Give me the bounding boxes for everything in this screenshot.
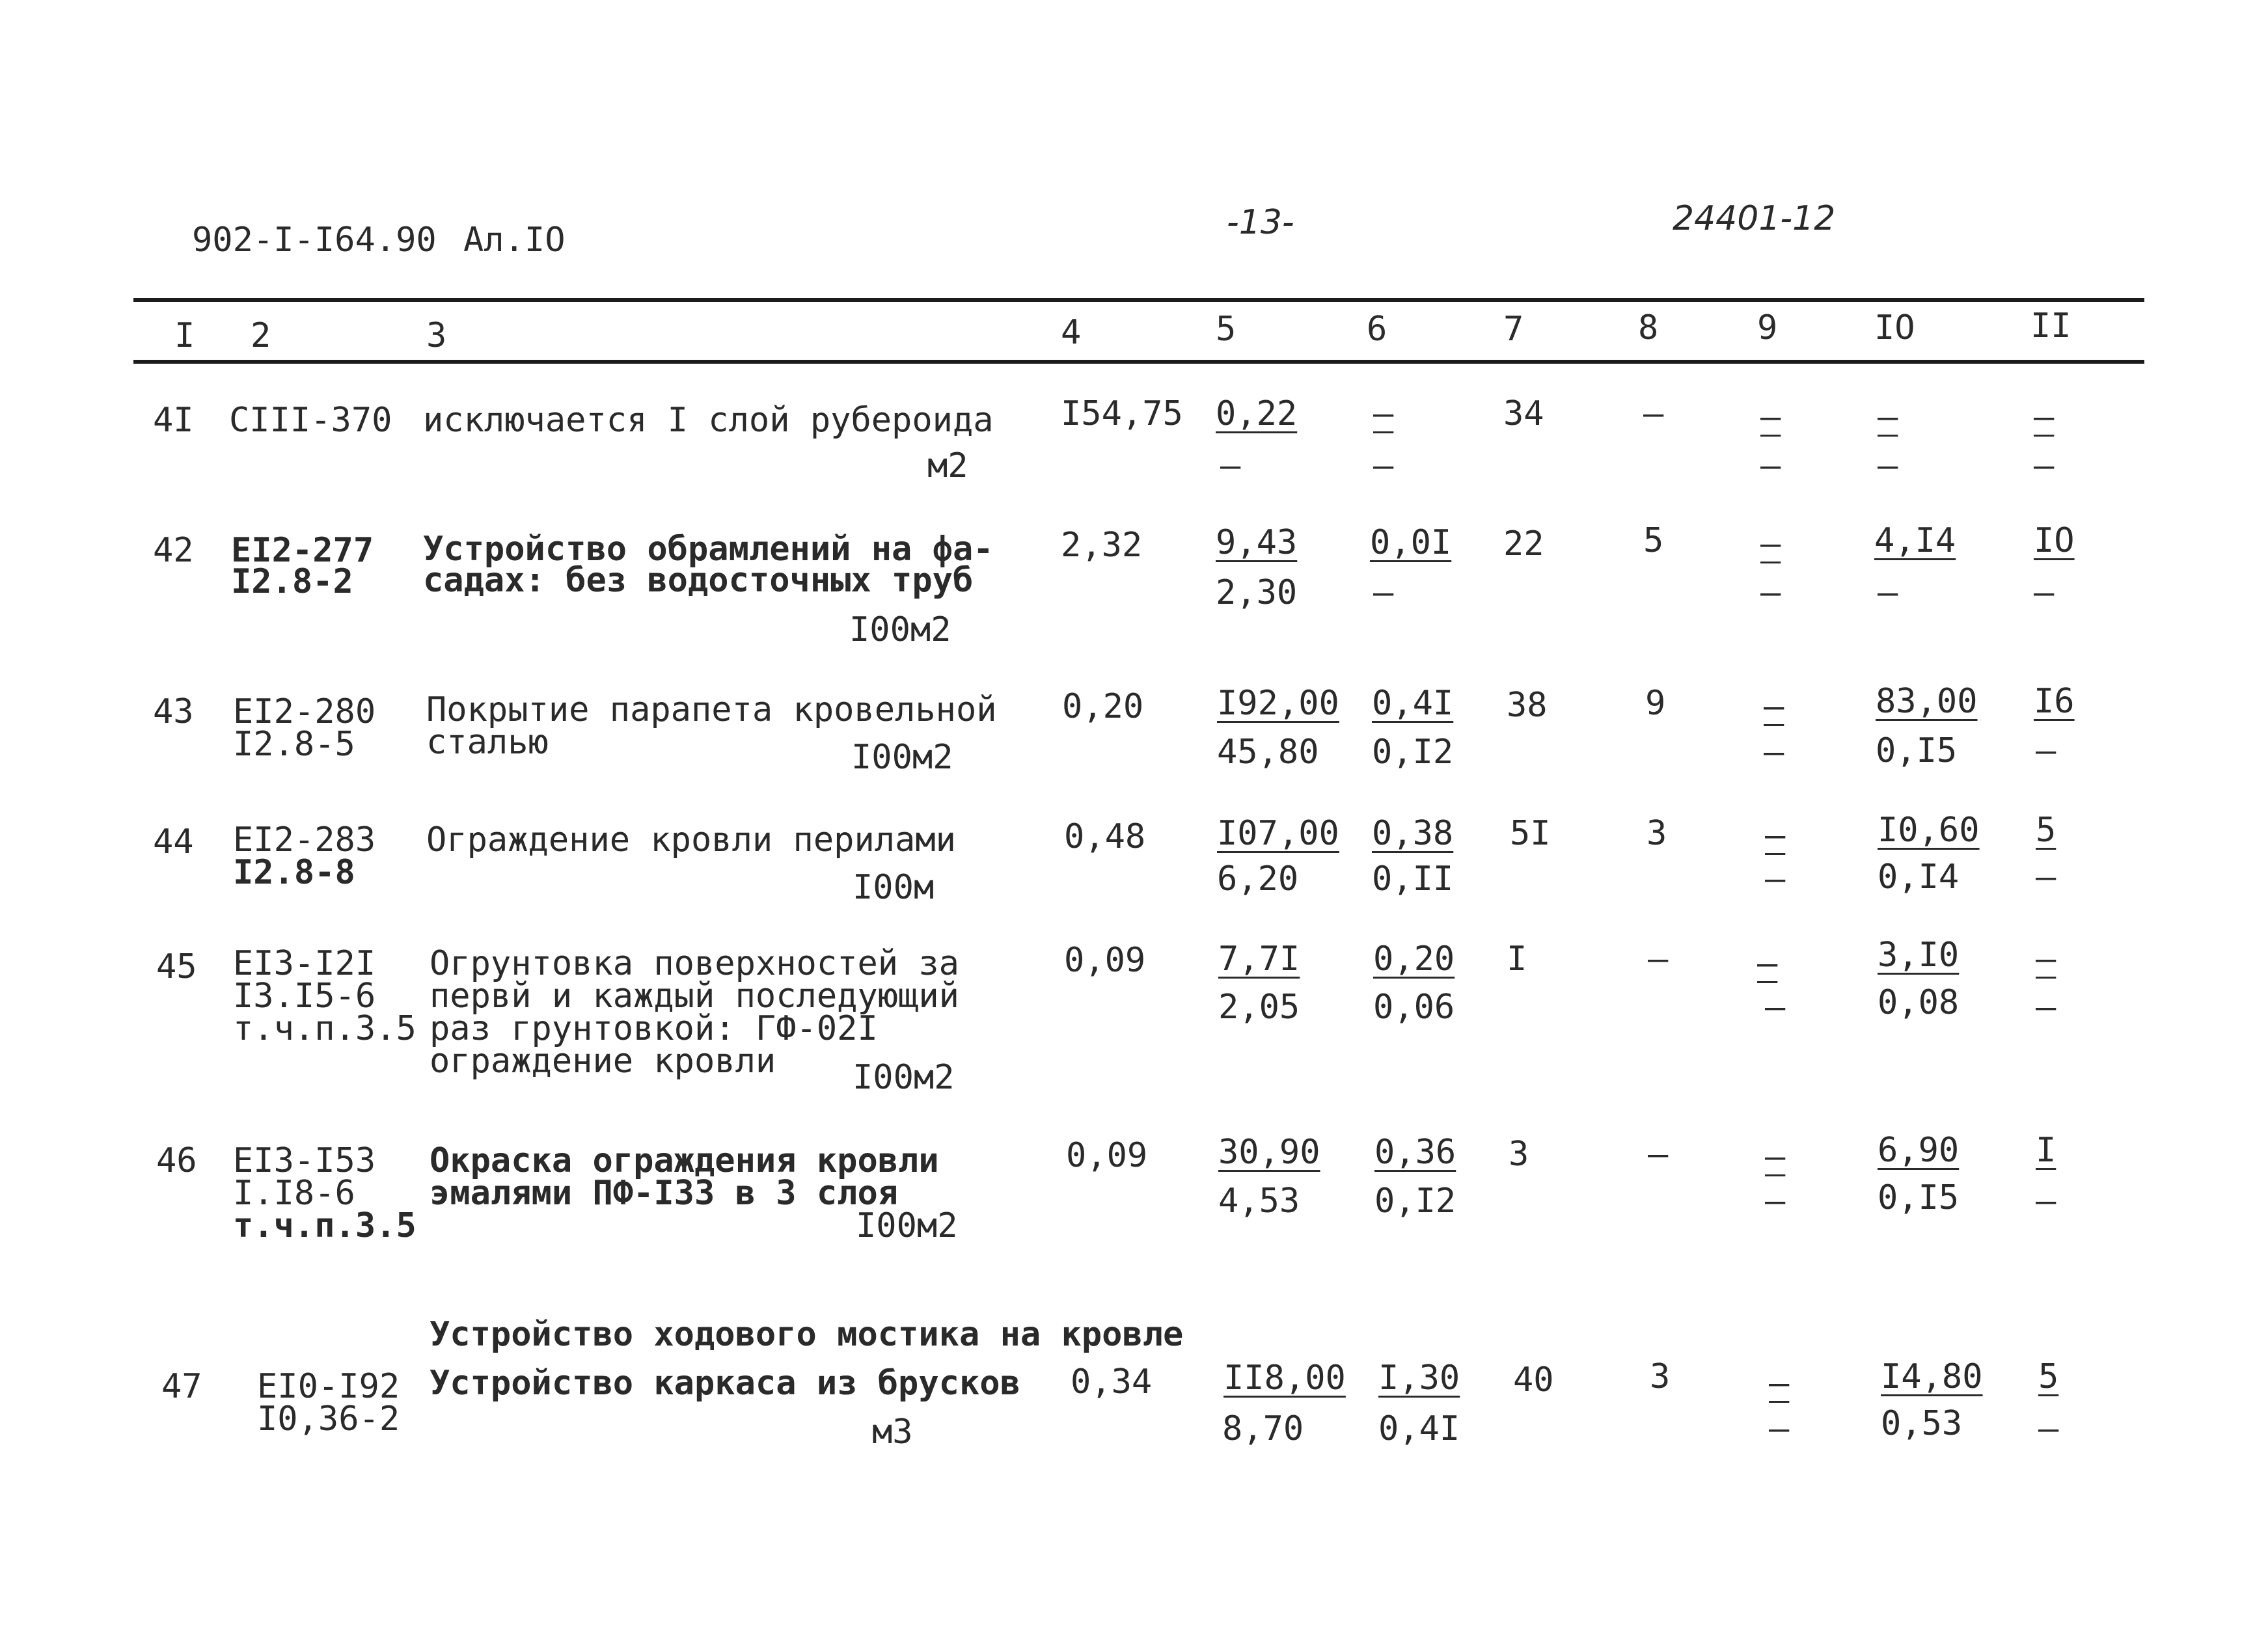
col8: – [1648,1135,1669,1174]
col-header-10: IO [1874,308,1915,347]
col9-top: – [1757,944,1778,983]
work-description: исключается I слой рубероида [423,401,994,440]
quantity: 0,48 [1064,817,1146,856]
col6-top: – [1373,394,1394,433]
norm-code: EI0-I92 [257,1367,400,1406]
col8: 5 [1643,521,1664,560]
quantity: 0,09 [1066,1136,1148,1175]
col10-bottom: 0,08 [1878,983,1960,1022]
col9-bottom: – [1769,1409,1790,1448]
table-header-rule [133,360,2144,364]
col11-top: – [2034,398,2055,437]
work-description: Ограждение кровли перилами [426,820,956,860]
unit: I00м2 [849,610,951,649]
row-number: 45 [156,947,197,986]
row-number: 44 [153,822,194,861]
col9-bottom: – [1765,1182,1786,1221]
unit: I00м [853,868,935,907]
norm-code: EI2-280 [233,692,376,731]
quantity: 0,09 [1064,941,1146,980]
col9-bottom: – [1764,733,1784,772]
col9-bottom: – [1760,573,1781,612]
col7: 38 [1507,686,1548,725]
norm-code-line2: I2.8-2 [231,562,353,601]
work-description: Огрунтовка поверхностей за [430,944,959,983]
work-description: Окраска ограждения кровли [430,1141,939,1180]
col11-bottom: – [2034,446,2055,485]
col5-bottom: – [1220,446,1241,485]
col9-top: – [1765,816,1786,855]
norm-code: EI2-283 [233,820,376,860]
norm-code-line3: т.ч.п.3.5 [233,1206,417,1245]
col6-bottom: – [1373,446,1394,485]
col10-bottom: 0,I5 [1876,731,1958,770]
col11-bottom: – [2036,988,2056,1027]
work-description-line4: ограждение кровли [430,1042,776,1081]
col-header-6: 6 [1367,310,1387,349]
row-number: 43 [153,692,194,731]
norm-code-line2: I2.8-5 [233,725,355,764]
col6-top: 0,4I [1372,684,1454,723]
table-top-rule [133,298,2144,302]
col-header-2: 2 [251,316,271,355]
col11-top: I6 [2034,682,2075,721]
col6-top: 0,20 [1373,940,1455,979]
col10-top: I4,80 [1881,1357,1983,1396]
col5-top: 9,43 [1216,523,1298,562]
work-description-line2: сталью [426,723,549,762]
col9-top: – [1760,524,1781,563]
col-header-9: 9 [1757,308,1778,347]
col10-top: – [1878,398,1898,437]
col9-top: – [1769,1364,1790,1403]
col8: – [1648,940,1669,979]
col5-top: II8,00 [1223,1359,1346,1398]
col7: 22 [1503,524,1544,563]
col-header-8: 8 [1638,308,1659,347]
col-header-7: 7 [1503,310,1524,349]
col6-top: 0,38 [1372,814,1454,853]
page-number: -13- [1227,203,1294,242]
col10-bottom: – [1878,446,1898,485]
work-description-line2: эмалями ПФ-I33 в 3 слоя [430,1174,899,1213]
norm-code-line2: I3.I5-6 [233,977,376,1016]
col6-bottom: 0,I2 [1374,1182,1456,1221]
col11-bottom: – [2036,858,2056,897]
col11-top: 5 [2036,811,2056,850]
col5-bottom: 2,05 [1218,988,1300,1027]
col5-top: 7,7I [1218,940,1300,979]
col9-bottom: – [1765,860,1786,899]
col-header-1: I [174,316,195,355]
col11-top: I [2036,1131,2056,1170]
unit: м2 [927,446,968,485]
norm-code-line3: т.ч.п.3.5 [233,1009,417,1048]
row-number: 47 [161,1367,202,1406]
work-description: Устройство каркаса из брусков [430,1364,1020,1403]
col11-bottom: – [2038,1409,2059,1448]
col11-bottom: – [2034,573,2055,612]
col6-bottom: 0,4I [1378,1409,1460,1448]
col7: 5I [1510,814,1551,853]
norm-code: EI2-277 [231,531,374,570]
norm-code-line2: I2.8-8 [233,853,355,892]
col-header-5: 5 [1216,310,1236,349]
unit: I00м2 [856,1206,958,1245]
col8: 9 [1645,684,1666,723]
unit: м3 [872,1413,913,1452]
col11-bottom: – [2036,1182,2056,1221]
quantity: I54,75 [1061,394,1183,433]
col-header-3: 3 [426,316,447,355]
quantity: 2,32 [1061,526,1143,565]
work-description-line2: первй и каждый последующий [430,977,959,1016]
col5-top: 30,90 [1218,1133,1320,1172]
col8: 3 [1650,1357,1671,1396]
col5-top: 0,22 [1216,394,1298,433]
norm-code: CIII-370 [229,401,392,440]
col6-top: 0,0I [1370,523,1452,562]
col5-bottom: 6,20 [1217,860,1299,899]
col6-bottom: 0,06 [1373,988,1455,1027]
col5-bottom: 4,53 [1218,1182,1300,1221]
col10-top: 4,I4 [1874,521,1956,560]
col6-top: I,30 [1378,1359,1460,1398]
work-description: Покрытие парапета кровельной [426,690,997,729]
doc-code: 902-I-I64.90 [192,221,437,260]
col6-bottom: – [1373,573,1394,612]
col8: 3 [1646,814,1667,853]
norm-code-line2: I.I8-6 [233,1174,355,1213]
quantity: 0,34 [1071,1362,1153,1401]
inventory-number: 24401-12 [1673,199,1836,238]
col8: – [1643,394,1664,433]
col11-top: – [2036,940,2056,979]
norm-code: EI3-I2I [233,944,376,983]
section-title: Устройство ходового мостика на кровле [430,1315,1184,1354]
col10-bottom: – [1878,573,1898,612]
col10-top: 6,90 [1878,1131,1960,1170]
work-description: Устройство обрамлений на фа- [423,530,994,569]
col10-bottom: 0,53 [1881,1404,1963,1443]
norm-code: EI3-I53 [233,1141,376,1180]
col11-bottom: – [2036,731,2056,770]
col10-top: 83,00 [1876,682,1978,721]
col9-bottom: – [1765,988,1786,1027]
col5-bottom: 2,30 [1216,573,1298,612]
col10-top: I0,60 [1878,811,1980,850]
quantity: 0,20 [1062,687,1144,726]
col6-top: 0,36 [1374,1133,1456,1172]
col9-bottom: – [1760,446,1781,485]
col9-top: – [1765,1137,1786,1176]
col10-bottom: 0,I5 [1878,1178,1960,1217]
unit: I00м2 [851,738,953,777]
work-description-line3: раз грунтовкой: ГФ-02I [430,1009,878,1048]
col10-bottom: 0,I4 [1878,858,1960,897]
col-header-4: 4 [1061,313,1082,352]
col11-top: 5 [2038,1357,2059,1396]
col6-bottom: 0,I2 [1372,733,1454,772]
col7: 40 [1513,1361,1554,1400]
sheet-label: Ал.IO [463,221,566,260]
col5-top: I07,00 [1217,814,1339,853]
col-header-11: II [2030,306,2071,345]
col10-top: 3,I0 [1878,936,1960,975]
row-number: 42 [153,531,194,570]
col5-bottom: 45,80 [1217,733,1319,772]
col5-bottom: 8,70 [1222,1409,1304,1448]
unit: I00м2 [853,1058,955,1097]
col9-top: – [1764,687,1784,726]
row-number: 46 [156,1141,197,1180]
row-number: 4I [153,401,194,440]
col7: 34 [1503,394,1544,433]
col11-top: IO [2034,521,2075,560]
norm-code-line2: I0,36-2 [257,1400,400,1439]
work-description-line2: садах: без водосточных труб [423,561,974,600]
col5-top: I92,00 [1217,684,1339,723]
col9-top: – [1760,398,1781,437]
col6-bottom: 0,II [1372,860,1454,899]
col7: I [1507,940,1527,979]
col7: 3 [1509,1135,1529,1174]
